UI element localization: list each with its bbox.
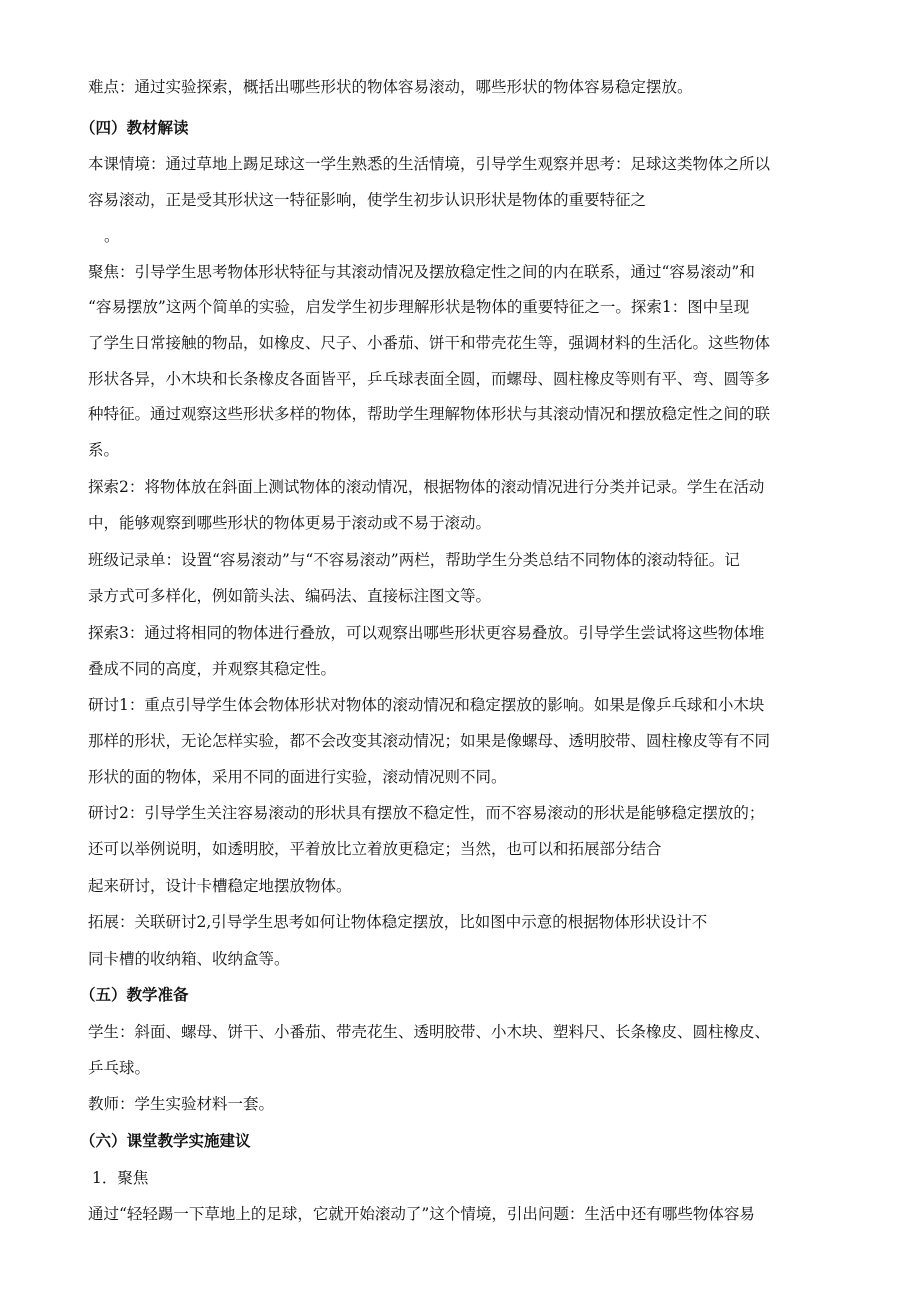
paragraph-line: 聚焦：引导学生思考物体形状特征与其滚动情况及摆放稳定性之间的内在联系，通过“容易滚动”和 [88,263,755,281]
subsection-heading: 1．聚焦 [92,1169,149,1187]
paragraph-line: 学生：斜面、螺母、饼干、小番茄、带壳花生、透明胶带、小木块、塑料尺、长条橡皮、圆柱橡皮、 [88,1023,771,1041]
section-heading-4: （四）教材解读 [80,118,189,137]
paragraph-line: 种特征。通过观察这些形状多样的物体，帮助学生理解物体形状与其滚动情况和摆放稳定性之间的联 [88,405,771,423]
paragraph-line: 录方式可多样化，例如箭头法、编码法、直接标注图文等。 [88,587,492,605]
paragraph-line: 班级记录单：设置“容易滚动”与“不容易滚动”两栏，帮助学生分类总结不同物体的滚动特征。记 [88,551,740,569]
paragraph-line: 通过“轻轻踢一下草地上的足球，它就开始滚动了”这个情境，引出问题：生活中还有哪些物体容易 [88,1205,755,1223]
paragraph-line: 。 [104,227,120,245]
paragraph-line: 容易滚动，正是受其形状这一特征影响，使学生初步认识形状是物体的重要特征之 [88,191,647,209]
paragraph-line: 乒乓球。 [88,1059,151,1077]
paragraph-line: 研讨2：引导学生关注容易滚动的形状具有摆放不稳定性，而不容易滚动的形状是能够稳定摆放的； [88,804,765,822]
paragraph-line: 还可以举例说明，如透明胶，平着放比立着放更稳定；当然，也可以和拓展部分结合 [88,840,662,858]
section-heading-6: （六）课堂教学实施建议 [80,1131,251,1150]
paragraph-line: 探索2：将物体放在斜面上测试物体的滚动情况，根据物体的滚动情况进行分类并记录。学生在活动 [88,478,765,496]
paragraph-line: 起来研讨，设计卡槽稳定地摆放物体。 [88,877,352,895]
paragraph-line: 同卡槽的收纳箱、收纳盒等。 [88,950,290,968]
difficulty-line: 难点：通过实验探索，概括出哪些形状的物体容易滚动，哪些形状的物体容易稳定摆放。 [88,78,693,96]
paragraph-line: 那样的形状，无论怎样实验，都不会改变其滚动情况；如果是像螺母、透明胶带、圆柱橡皮等有不同 [88,732,771,750]
paragraph-line: 中，能够观察到哪些形状的物体更易于滚动或不易于滚动。 [88,514,492,532]
paragraph-line: 了学生日常接触的物品，如橡皮、尺子、小番茄、饼干和带壳花生等，强调材料的生活化。这些物体 [88,334,771,352]
paragraph-line: 教师：学生实验材料一套。 [88,1095,275,1113]
paragraph-line: 叠成不同的高度，并观察其稳定性。 [88,660,337,678]
paragraph-line: 探索3：通过将相同的物体进行叠放，可以观察出哪些形状更容易叠放。引导学生尝试将这些物体堆 [88,624,765,642]
paragraph-line: 拓展：关联研讨2,引导学生思考如何让物体稳定摆放，比如图中示意的根据物体形状设计不 [88,913,708,931]
paragraph-line: 系。 [88,441,120,459]
paragraph-line: 本课情境：通过草地上踢足球这一学生熟悉的生活情境，引导学生观察并思考：足球这类物体之所以 [88,155,771,173]
paragraph-line: 形状的面的物体，采用不同的面进行实验，滚动情况则不同。 [88,768,507,786]
section-heading-5: （五）教学准备 [80,985,189,1004]
paragraph-line: 形状各异，小木块和长条橡皮各面皆平，乒乓球表面全圆，而螺母、圆柱橡皮等则有平、弯、圆等多 [88,370,771,388]
paragraph-line: “容易摆放”这两个简单的实验，启发学生初步理解形状是物体的重要特征之一。探索1：图中呈现 [88,298,750,316]
paragraph-line: 研讨1：重点引导学生体会物体形状对物体的滚动情况和稳定摆放的影响。如果是像乒乓球和小木块 [88,696,765,714]
